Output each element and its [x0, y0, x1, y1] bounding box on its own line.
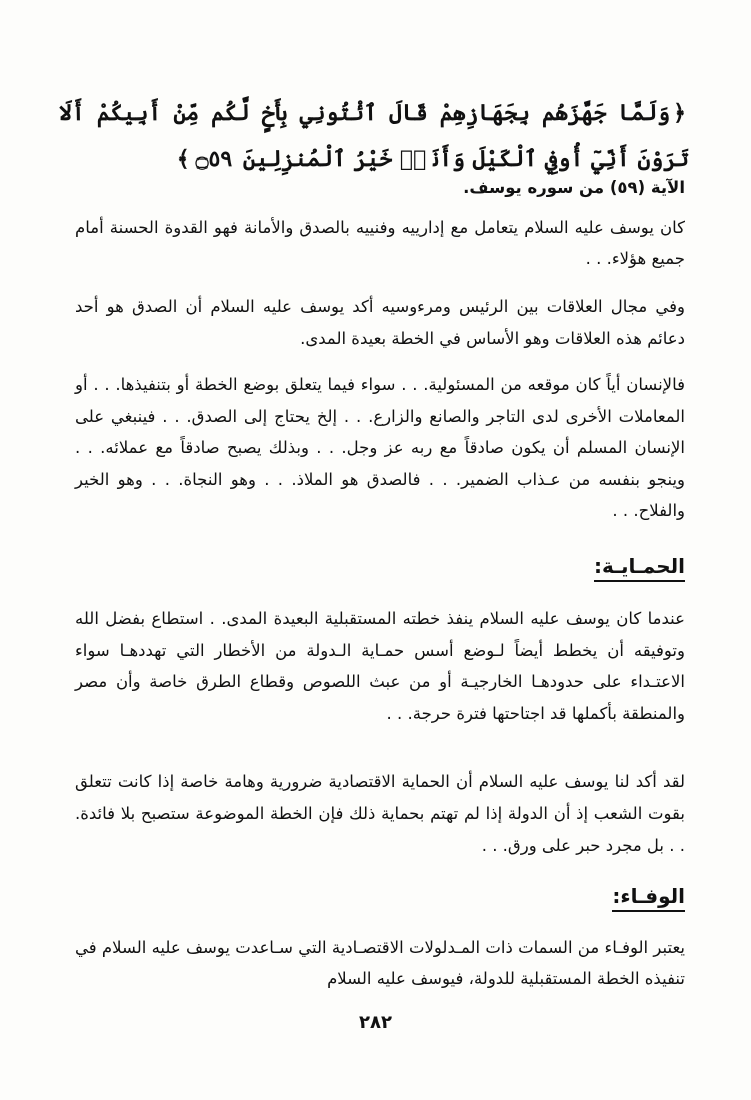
verse-text: وَلَمَّا جَهَّزَهُم بِجَهَازِهِمْ قَالَ ٱئْتُونِي بِأَخٍ لَّكُم مِّنْ أَبِيكُمْ أَلَا تَرَوْنَ أَنِّيٓ أُوفِي ٱلْكَيْلَ وَأَنَا۠ خَيْرُ ٱلْمُنزِلِينَ [59, 100, 689, 172]
paragraph-honesty-1: كان يوسف عليه السلام يتعامل مع إدارييه وفنييه بالصدق والأمانة فهو القدوة الحسنة أمام جميع هؤلاء. . . [75, 218, 685, 268]
page-number: ٢٨٢ [359, 1012, 392, 1033]
paragraph-honesty-2: وفي مجال العلاقات بين الرئيس ومرءوسيه أكد يوسف عليه السلام أن الصدق هو أحد دعائم هذه العلاقات وهو الأساس في الخطة بعيدة المدى. [75, 297, 685, 348]
paragraph-honesty-3: فالإنسان أياً كان موقعه من المسئولية. . . سواء فيما يتعلق بوضع الخطة أو بتنفيذها. . . أو المعاملات الأخرى لدى التاجر والصانع والزارع. . . إلخ يحتاج إلى الصدق. . . فينبغي على الإنسان المسلم أن يكون صادقاً مع ربه عز وجل. . . وبذلك يصبح صادقاً مع عملائه. . . وينجو بنفسه من عـذاب الضمير. . . فالصدق هو الملاذ. . . وهو النجاة. . . وهو الخير والفلاح. . . [75, 375, 685, 520]
ayah-number-icon: ۝٥٩ [195, 146, 233, 172]
verse-close-bracket: ﴾ [176, 146, 190, 172]
verse-open-bracket: ﴿ [673, 100, 686, 126]
section-heading-protection: الحمـايـة: [594, 553, 685, 582]
paragraph-protection-2: لقد أكد لنا يوسف عليه السلام أن الحماية الاقتصادية ضرورية وهامة خاصة إذا كانت تتعلق بقوت الشعب إذ أن الدولة إذا لم تهتم بحماية ذلك فإن الخطة الموضوعة ستصبح بلا فائدة. . . بل مجرد حبر على ورق. . . [75, 772, 685, 855]
paragraph-protection-1: عندما كان يوسف عليه السلام ينفذ خطته المستقبلية البعيدة المدى. . استطاع بفضل الله وتوفيقه أن يخطط أيضاً لـوضع أسس حمـاية الـدولة من الأخطار التي تهددهـا سواء الاعتـداء على حدودهـا الخارجيـة أو من عبث اللصوص وقطاع الطرق خاصة وأن مصر والمنطقة بأكملها قد اجتاحتها فترة حرجة. . . [75, 609, 685, 723]
quran-verse [59, 90, 689, 182]
section-heading-loyalty: الوفـاء: [612, 883, 685, 912]
verse-reference: الآية (٥٩) من سوره يوسف. [463, 178, 685, 197]
paragraph-loyalty-1: يعتبر الوفـاء من السمات ذات المـدلولات الاقتصـادية التي سـاعدت يوسف عليه السلام في تنفيذه الخطة المستقبلية للدولة، فيوسف عليه السلام [75, 938, 685, 988]
